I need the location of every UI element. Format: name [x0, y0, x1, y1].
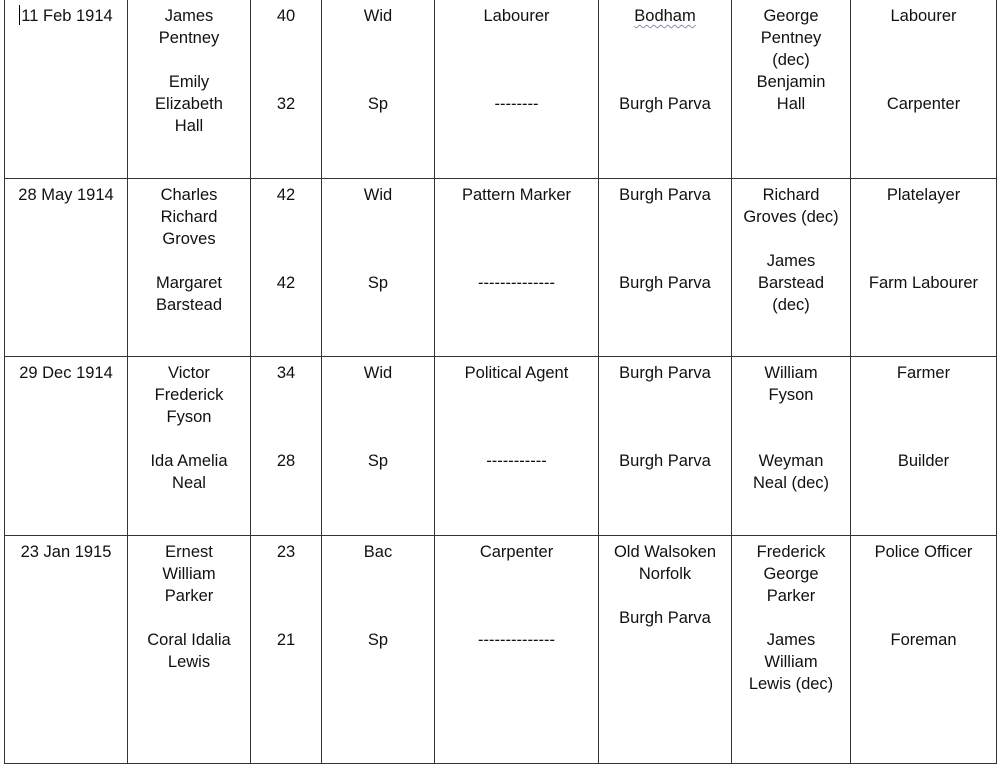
bride-father-occupation: Foreman: [890, 630, 957, 649]
residence-cell[interactable]: [599, 0, 732, 178]
father-occupation-cell[interactable]: [851, 178, 997, 356]
bride-father: Benjamin Hall: [756, 73, 826, 113]
bride-father: James William Lewis (dec): [748, 630, 834, 693]
groom-age: 42: [276, 185, 296, 204]
age-cell[interactable]: [251, 178, 322, 356]
bride-occupation: --------------: [478, 630, 555, 649]
bride-occupation: --------------: [478, 273, 555, 292]
residence-cell[interactable]: [599, 357, 732, 535]
groom-name: Ernest William Parker: [162, 542, 216, 605]
bride-residence: Burgh Parva: [619, 452, 711, 471]
father-cell[interactable]: [732, 0, 851, 178]
residence-cell[interactable]: [599, 178, 732, 356]
bride-occupation: -----------: [486, 452, 547, 471]
father-cell[interactable]: [732, 535, 851, 763]
groom-father-occupation: Labourer: [890, 7, 957, 25]
bride-age: 42: [276, 273, 296, 292]
bride-residence: Burgh Parva: [619, 608, 711, 627]
date-cell[interactable]: [5, 178, 128, 356]
date-cell[interactable]: [5, 357, 128, 535]
groom-occupation: Labourer: [483, 7, 550, 25]
occupation-cell[interactable]: [435, 535, 599, 763]
bride-name: Margaret Barstead: [155, 273, 223, 314]
groom-father: Frederick George Parker: [756, 542, 826, 605]
groom-condition: Wid: [363, 185, 393, 204]
bride-father-occupation: Farm Labourer: [868, 273, 979, 292]
groom-age: 23: [276, 542, 296, 561]
groom-father-occupation: Police Officer: [874, 542, 973, 561]
bride-condition: Sp: [367, 452, 389, 471]
name-cell[interactable]: [128, 357, 251, 535]
age-cell[interactable]: [251, 0, 322, 178]
name-cell[interactable]: [128, 535, 251, 763]
bride-age: 32: [276, 95, 296, 113]
father-cell[interactable]: [732, 357, 851, 535]
groom-father-occupation: Platelayer: [886, 185, 961, 204]
father-occupation-cell[interactable]: [851, 535, 997, 763]
groom-occupation: Pattern Marker: [461, 185, 572, 204]
table-row: [5, 357, 997, 535]
father-cell[interactable]: [732, 178, 851, 356]
residence-cell[interactable]: [599, 535, 732, 763]
bride-residence: Burgh Parva: [619, 273, 711, 292]
father-occupation-cell[interactable]: [851, 0, 997, 178]
marriage-date: 28 May 1914: [18, 185, 114, 204]
condition-cell[interactable]: [322, 535, 435, 763]
groom-age: 34: [276, 364, 296, 383]
bride-father-occupation: Carpenter: [886, 95, 961, 113]
groom-condition: Wid: [363, 364, 393, 383]
groom-residence: Old Walsoken Norfolk: [613, 542, 717, 583]
bride-occupation: --------: [494, 95, 539, 113]
groom-condition: Bac: [363, 542, 393, 561]
table-row: [5, 535, 997, 763]
bride-name: Ida Amelia Neal: [150, 452, 228, 493]
groom-name: James Pentney: [158, 7, 220, 47]
groom-occupation: Political Agent: [464, 364, 569, 383]
bride-residence: Burgh Parva: [619, 95, 711, 113]
table-row: [5, 178, 997, 356]
bride-condition: Sp: [367, 273, 389, 292]
groom-father: George Pentney (dec): [760, 7, 822, 69]
bride-father: Weyman Neal (dec): [752, 452, 830, 493]
age-cell[interactable]: [251, 535, 322, 763]
groom-name: Charles Richard Groves: [160, 185, 218, 248]
bride-name: Emily Elizabeth Hall: [155, 73, 223, 135]
table-row: [5, 0, 997, 178]
bride-age: 21: [276, 630, 296, 649]
groom-occupation: Carpenter: [479, 542, 554, 561]
groom-residence: Burgh Parva: [619, 185, 711, 204]
condition-cell[interactable]: [322, 0, 435, 178]
groom-father: William Fyson: [764, 364, 818, 405]
bride-name: Coral Idalia Lewis: [147, 630, 231, 671]
marriage-date: 23 Jan 1915: [20, 542, 112, 561]
groom-age: 40: [276, 7, 296, 25]
bride-father: James Barstead (dec): [757, 251, 825, 314]
father-occupation-cell[interactable]: [851, 357, 997, 535]
groom-residence: Burgh Parva: [619, 364, 711, 383]
groom-father: Richard Groves (dec): [743, 185, 839, 226]
name-cell[interactable]: [128, 0, 251, 178]
document-page: [4, 0, 996, 764]
bride-age: 28: [276, 452, 296, 471]
bride-condition: Sp: [367, 630, 389, 649]
marriage-register-table: [4, 0, 997, 764]
marriage-date: 11 Feb 1914: [21, 7, 113, 25]
groom-residence: Bodham: [634, 7, 696, 25]
date-cell[interactable]: [5, 535, 128, 763]
occupation-cell[interactable]: [435, 178, 599, 356]
condition-cell[interactable]: [322, 357, 435, 535]
condition-cell[interactable]: [322, 178, 435, 356]
marriage-date: 29 Dec 1914: [19, 364, 113, 383]
bride-condition: Sp: [367, 95, 389, 113]
occupation-cell[interactable]: [435, 357, 599, 535]
bride-father-occupation: Builder: [897, 452, 950, 471]
occupation-cell[interactable]: [435, 0, 599, 178]
groom-name: Victor Frederick Fyson: [154, 364, 224, 427]
age-cell[interactable]: [251, 357, 322, 535]
date-cell[interactable]: [5, 0, 128, 178]
name-cell[interactable]: [128, 178, 251, 356]
groom-father-occupation: Farmer: [896, 364, 951, 383]
groom-condition: Wid: [363, 7, 393, 25]
